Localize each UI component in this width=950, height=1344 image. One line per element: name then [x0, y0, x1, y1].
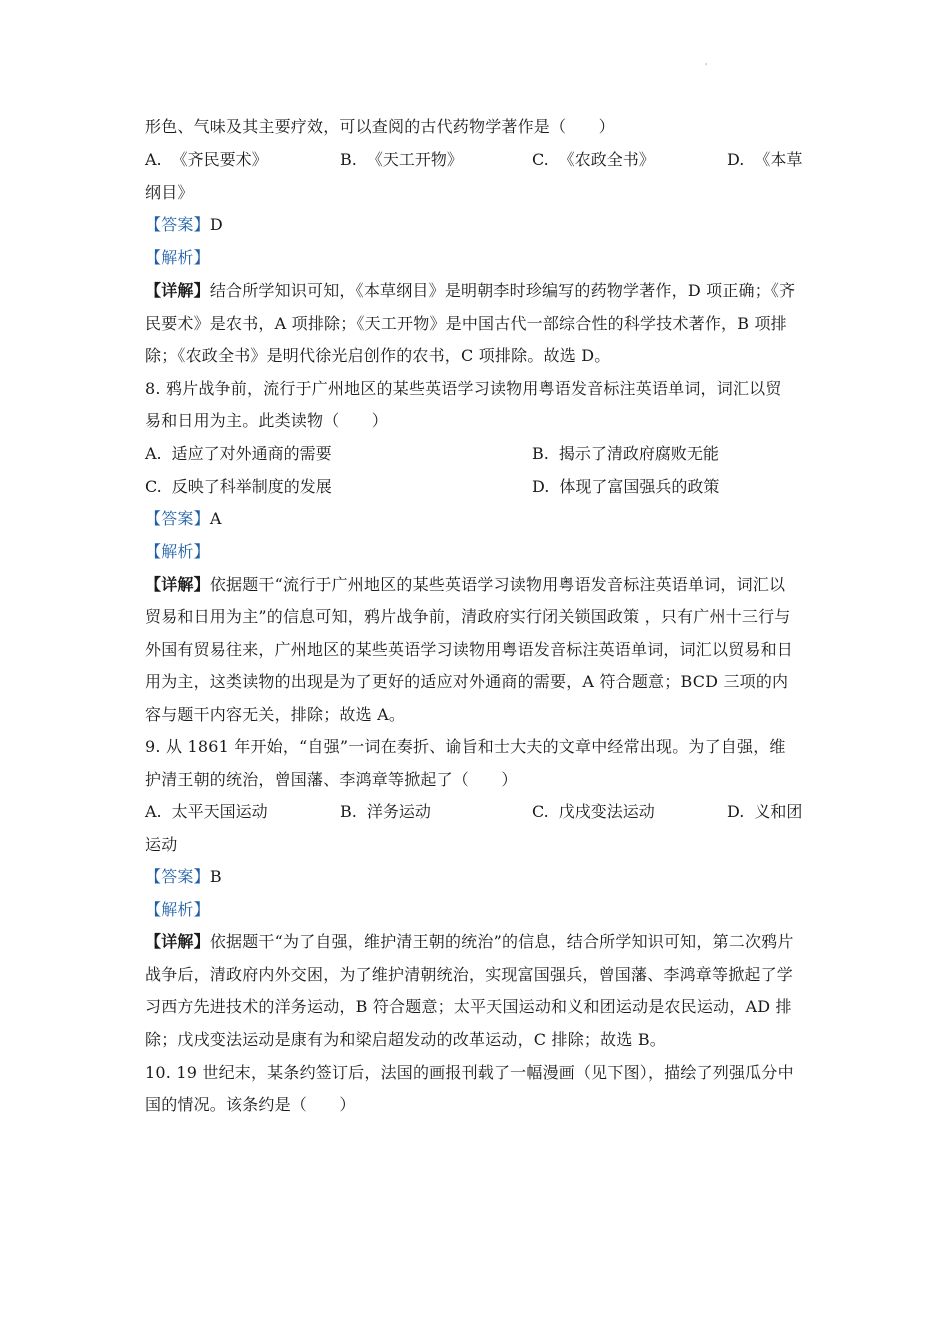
q9-analysis — [145, 900, 210, 920]
q9-detail-line: 习西方先进技术的洋务运动，B 符合题意；太平天国运动和义和团运动是农民运动，AD 排 — [145, 997, 792, 1016]
option-letter: B. — [532, 444, 549, 463]
q7-option-b — [340, 150, 463, 170]
answer-value: A — [209, 509, 222, 528]
q7-analysis — [145, 248, 210, 268]
q9-detail-line: 除；戊戌变法运动是康有为和梁启超发动的改革运动，C 排除；故选 B。 — [145, 1030, 666, 1049]
detail-text: 依据题干“流行于广州地区的某些英语学习读物用粤语发音标注英语单词，词汇以 — [209, 575, 786, 594]
q8-stem-line: 8. 鸦片战争前，流行于广州地区的某些英语学习读物用粤语发音标注英语单词，词汇以贸 — [145, 379, 782, 398]
q8-detail-line: 贸易和日用为主”的信息可知，鸦片战争前，清政府实行闭关锁国政策 ，只有广州十三行与 — [145, 607, 791, 626]
q9-option-c — [532, 802, 655, 822]
option-letter: A. — [145, 802, 162, 821]
q8-detail-line: 外国有贸易往来，广州地区的某些英语学习读物用粤语发音标注英语单词，词汇以贸易和日 — [145, 640, 794, 659]
q9-option-b — [340, 802, 431, 822]
analysis-label: 【解析】 — [145, 900, 210, 919]
q8-detail-line: 用为主，这类读物的出现是为了更好的适应对外通商的需要，A 符合题意；BCD 三项的内 — [145, 672, 789, 691]
q8-option-d — [532, 477, 719, 497]
q9-stem-line: 护清王朝的统治，曾国藩、李鸿章等掀起了（ ） — [145, 770, 518, 789]
q10-stem-line: 国的情况。该条约是（ ） — [145, 1095, 356, 1114]
option-text: 《齐民要术》 — [171, 150, 268, 169]
option-text: 体现了富国强兵的政策 — [559, 477, 720, 496]
detail-label: 【详解】 — [145, 575, 210, 594]
option-text: 《农政全书》 — [558, 150, 655, 169]
option-letter: C. — [532, 802, 549, 821]
q7-detail-line: 除；《农政全书》是明代徐光启创作的农书，C 项排除。故选 D。 — [145, 346, 611, 365]
answer-label: 【答案】 — [145, 867, 210, 886]
q8-detail-line: 容与题干内容无关，排除；故选 A。 — [145, 705, 406, 724]
q7-option-d — [727, 150, 802, 170]
option-letter: B. — [340, 802, 357, 821]
q7-option-c — [532, 150, 655, 170]
q7-detail-line — [145, 281, 795, 301]
option-letter: A. — [145, 150, 162, 169]
answer-label: 【答案】 — [145, 509, 210, 528]
q7-answer — [145, 215, 223, 235]
q8-option-b — [532, 444, 719, 464]
q9-detail-line — [145, 932, 794, 952]
option-text: 戊戌变法运动 — [558, 802, 655, 821]
analysis-label: 【解析】 — [145, 542, 210, 561]
header-mark: ' — [705, 62, 708, 71]
detail-label: 【详解】 — [145, 932, 210, 951]
q9-option-a — [145, 802, 268, 822]
option-letter: C. — [532, 150, 549, 169]
q8-option-c — [145, 477, 332, 497]
q9-option-d-wrap: 运动 — [145, 835, 178, 854]
option-text: 太平天国运动 — [171, 802, 268, 821]
q9-stem-line: 9. 从 1861 年开始，“自强”一词在奏折、谕旨和士大夫的文章中经常出现。为了自强，维 — [145, 737, 786, 756]
q9-detail-line: 战争后，清政府内外交困，为了维护清朝统治，实现富国强兵，曾国藩、李鸿章等掀起了学 — [145, 965, 794, 984]
option-text: 《本草 — [754, 150, 803, 169]
option-text: 《天工开物》 — [366, 150, 463, 169]
option-letter: C. — [145, 477, 162, 496]
q8-answer — [145, 509, 222, 529]
option-letter: A. — [145, 444, 162, 463]
detail-text: 依据题干“为了自强，维护清王朝的统治”的信息，结合所学知识可知，第二次鸦片 — [209, 932, 794, 951]
option-text: 义和团 — [754, 802, 803, 821]
analysis-label: 【解析】 — [145, 248, 210, 267]
answer-value: D — [209, 215, 223, 234]
q8-detail-line — [145, 575, 785, 595]
option-letter: D. — [727, 802, 745, 821]
option-text: 反映了科举制度的发展 — [171, 477, 332, 496]
q7-option-a — [145, 150, 268, 170]
q7-stem-line: 形色、气味及其主要疗效，可以查阅的古代药物学著作是（ ） — [145, 117, 615, 136]
option-text: 洋务运动 — [366, 802, 431, 821]
q7-option-d-wrap: 纲目》 — [145, 183, 194, 202]
answer-label: 【答案】 — [145, 215, 210, 234]
option-letter: B. — [340, 150, 357, 169]
option-text: 适应了对外通商的需要 — [171, 444, 332, 463]
q9-option-d — [727, 802, 802, 822]
option-letter: D. — [532, 477, 550, 496]
q8-stem-line: 易和日用为主。此类读物（ ） — [145, 411, 389, 430]
detail-label: 【详解】 — [145, 281, 210, 300]
answer-value: B — [209, 867, 222, 886]
q8-analysis — [145, 542, 210, 562]
q7-detail-line: 民要术》是农书，A 项排除；《天工开物》是中国古代一部综合性的科学技术著作，B 项排 — [145, 314, 787, 333]
q10-stem-line: 10. 19 世纪末，某条约签订后，法国的画报刊载了一幅漫画（见下图），描绘了列强瓜分中 — [145, 1063, 794, 1082]
detail-text: 结合所学知识可知，《本草纲目》是明朝李时珍编写的药物学著作，D 项正确；《齐 — [209, 281, 796, 300]
q8-option-a — [145, 444, 332, 464]
q9-answer — [145, 867, 222, 887]
option-text: 揭示了清政府腐败无能 — [558, 444, 719, 463]
option-letter: D. — [727, 150, 745, 169]
